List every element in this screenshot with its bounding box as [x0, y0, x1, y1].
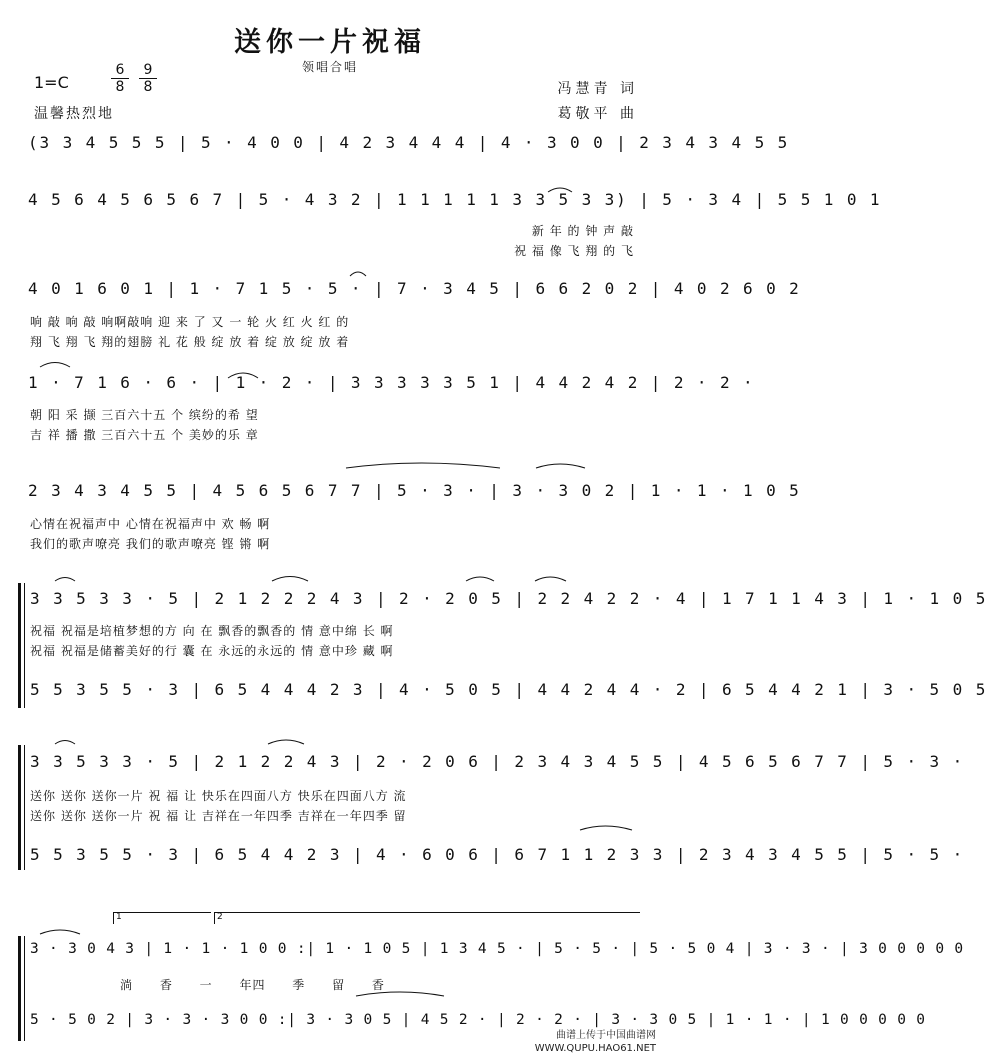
slur-mark	[40, 930, 80, 934]
slur-mark	[346, 463, 500, 468]
slur-mark	[228, 373, 258, 378]
slur-mark	[535, 577, 566, 581]
slur-mark	[55, 578, 75, 582]
tempo-expression: 温馨热烈地	[34, 106, 114, 122]
slur-mark	[580, 826, 632, 830]
notation-line: 4 0 1 6 0 1 | 1 · 7 1 5 · 5 · | 7 · 3 4 5 | 6 6 2 0 2 | 4 0 2 6 0 2	[28, 279, 801, 298]
lyric-verse-1: 送你 送你 送你一片 祝 福 让 快乐在四面八方 快乐在四面八方 流	[30, 789, 407, 803]
meter1-denominator: 8	[111, 78, 129, 95]
meter1-numerator: 6	[115, 62, 125, 78]
volta-2-label: 2	[217, 912, 223, 922]
meter2-denominator: 8	[139, 78, 157, 95]
watermark-line-1: 曲谱上传于中国曲谱网	[556, 1030, 656, 1041]
key-signature: 1=C	[34, 73, 69, 92]
notation-line: 2 3 4 3 4 5 5 | 4 5 6 5 6 7 7 | 5 · 3 · | 3 · 3 0 2 | 1 · 1 · 1 0 5	[28, 481, 801, 500]
lyric-verse-1: 祝福 祝福是培植梦想的方 向 在 飘香的飘香的 情 意中绵 长 啊	[30, 624, 394, 638]
lyric-verse-1: 心情在祝福声中 心情在祝福声中 欢 畅 啊	[30, 517, 271, 531]
notation-line: 1 · 7 1 6 · 6 · | 1 · 2 · | 3 3 3 3 3 5 1 | 4 4 2 4 2 | 2 · 2 ·	[28, 373, 755, 392]
watermark-line-2: WWW.QUPU.HAO61.NET	[534, 1043, 656, 1054]
notation-line-harmony: 5 5 3 5 5 · 3 | 6 5 4 4 4 2 3 | 4 · 5 0 5 | 4 4 2 4 4 · 2 | 6 5 4 4 2 1 | 3 · 5 0 5	[30, 680, 987, 699]
slur-group	[40, 188, 632, 996]
site-watermark	[535, 1029, 656, 1055]
song-title: 送你一片祝福	[234, 27, 426, 58]
notation-line-harmony: 5 · 5 0 2 | 3 · 3 · 3 0 0 :| 3 · 3 0 5 | 4 5 2 · | 2 · 2 · | 3 · 3 0 5 | 1 · 1 · | 1 0 0 0 0 0	[30, 1012, 926, 1028]
slur-mark	[272, 577, 308, 582]
performance-form: 领唱合唱	[301, 60, 358, 74]
lyricist-credit: 冯慧青 词	[557, 81, 638, 97]
lyric-verse-1: 新 年 的 钟 声 敲	[531, 224, 634, 238]
lyric-verse-2: 吉 祥 播 撒 三百六十五 个 美妙的乐 章	[30, 428, 259, 442]
lyric-verse-1: 响 敲 响 敲 响啊敲响 迎 来 了 又 一 轮 火 红 火 红 的	[30, 315, 350, 329]
notation-line: (3 3 4 5 5 5 | 5 · 4 0 0 | 4 2 3 4 4 4 | 4 · 3 0 0 | 2 3 4 3 4 5 5	[28, 133, 790, 152]
slur-mark	[55, 741, 75, 745]
notation-line-lead: 3 · 3 0 4 3 | 1 · 1 · 1 0 0 :| 1 · 1 0 5 | 1 3 4 5 · | 5 · 5 · | 5 · 5 0 4 | 3 · 3 · | 3 0 0 0 0 0	[30, 941, 964, 957]
slur-mark	[350, 272, 366, 276]
slur-mark	[268, 740, 304, 744]
lyric-verse-1: 朝 阳 采 撷 三百六十五 个 缤纷的希 望	[30, 408, 259, 422]
lyric-verse-1: 淌 香 一 年四 季 留 香	[120, 978, 385, 992]
lyric-verse-2: 祝 福 像 飞 翔 的 飞	[514, 244, 634, 258]
notation-line: 4 5 6 4 5 6 5 6 7 | 5 · 4 3 2 | 1 1 1 1 1 3 3 5 3 3) | 5 · 3 4 | 5 5 1 0 1	[28, 190, 882, 209]
notation-line-lead: 3 3 5 3 3 · 5 | 2 1 2 2 2 4 3 | 2 · 2 0 5 | 2 2 4 2 2 · 4 | 1 7 1 1 4 3 | 1 · 1 0 5	[30, 589, 987, 608]
slur-mark	[356, 992, 444, 996]
slur-mark	[536, 464, 585, 468]
lyric-verse-2: 我们的歌声嘹亮 我们的歌声嘹亮 铿 锵 啊	[30, 537, 271, 551]
lyric-verse-2: 翔 飞 翔 飞 翔的翅膀 礼 花 般 绽 放 着 绽 放 绽 放 着	[30, 335, 350, 349]
notation-line-harmony: 5 5 3 5 5 · 3 | 6 5 4 4 2 3 | 4 · 6 0 6 | 6 7 1 1 2 3 3 | 2 3 4 3 4 5 5 | 5 · 5 ·	[30, 845, 965, 864]
slur-mark	[40, 363, 70, 368]
notation-line-lead: 3 3 5 3 3 · 5 | 2 1 2 2 4 3 | 2 · 2 0 6 | 2 3 4 3 4 5 5 | 4 5 6 5 6 7 7 | 5 · 3 ·	[30, 752, 965, 771]
meter2-numerator: 9	[143, 62, 153, 78]
volta-1-label: 1	[116, 912, 122, 922]
lyric-verse-2: 送你 送你 送你一片 祝 福 让 吉祥在一年四季 吉祥在一年四季 留	[30, 809, 407, 823]
lyric-verse-2: 祝福 祝福是储蓄美好的行 囊 在 永远的永远的 情 意中珍 藏 啊	[30, 644, 394, 658]
slur-mark	[466, 577, 494, 581]
composer-credit: 葛敬平 曲	[557, 106, 638, 122]
slur-mark	[548, 188, 572, 192]
